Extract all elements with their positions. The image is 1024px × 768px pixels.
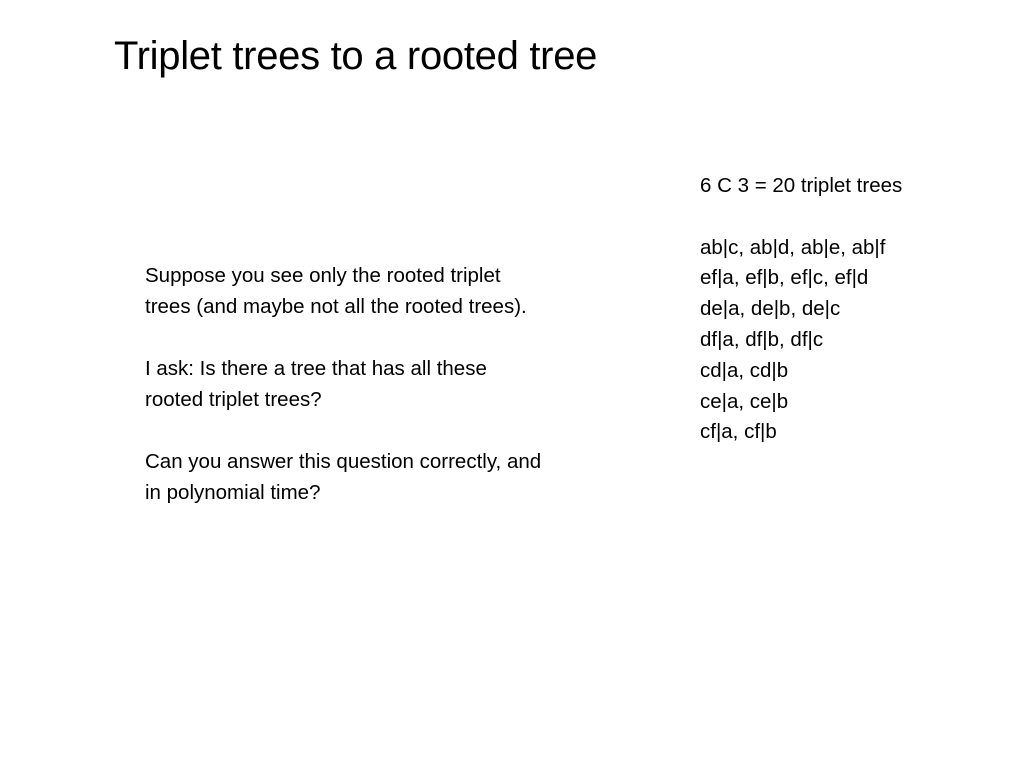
list-spacer (700, 202, 1000, 233)
paragraph-line: in polynomial time? (145, 481, 321, 504)
triplet-list-block (700, 171, 1000, 448)
triplet-list-line: cf|a, cf|b (700, 420, 777, 444)
slide-title: Triplet trees to a rooted tree (114, 34, 598, 78)
paragraph-line: rooted triplet trees? (145, 388, 322, 411)
question-text-block (145, 260, 615, 508)
triplet-count-line: 6 C 3 = 20 triplet trees (700, 174, 903, 197)
paragraph-spacer (145, 415, 615, 446)
paragraph-line: Can you answer this question correctly, and (145, 450, 542, 473)
paragraph-line: Suppose you see only the rooted triplet (145, 264, 501, 287)
triplet-list-line: ab|c, ab|d, ab|e, ab|f (700, 235, 886, 259)
triplet-list-line: cd|a, cd|b (700, 358, 789, 382)
triplet-list-line: de|a, de|b, de|c (700, 297, 841, 321)
paragraph-spacer (145, 322, 615, 353)
paragraph-line: trees (and maybe not all the rooted trees). (145, 295, 527, 318)
paragraph-line: I ask: Is there a tree that has all these (145, 357, 487, 380)
triplet-list-line: ce|a, ce|b (700, 389, 789, 413)
triplet-list-line: df|a, df|b, df|c (700, 327, 824, 351)
triplet-list-line: ef|a, ef|b, ef|c, ef|d (700, 266, 869, 290)
